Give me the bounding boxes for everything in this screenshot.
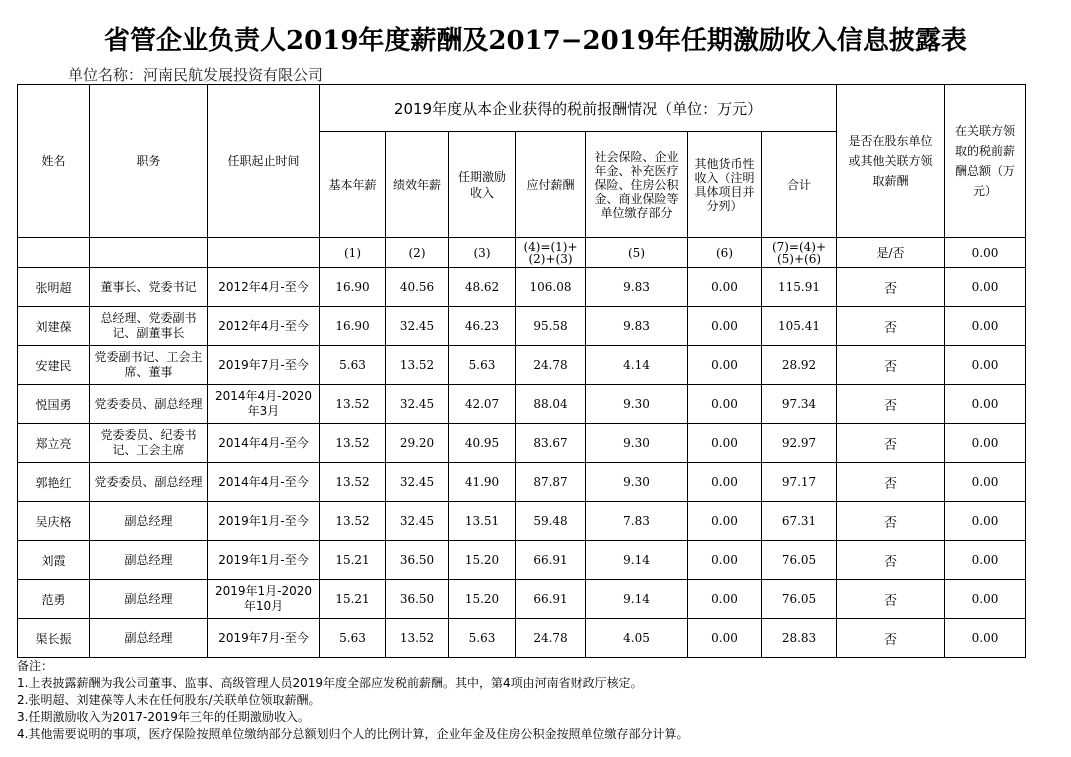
other-income-value: 0.00: [688, 385, 762, 424]
other-income-value: 0.00: [688, 463, 762, 502]
person-position: 总经理、党委副书记、副董事长: [90, 307, 208, 346]
insurance-value: 9.83: [586, 307, 688, 346]
page-title: 省管企业负责人2019年度薪酬及2017−2019年任期激励收入信息披露表: [104, 26, 967, 56]
total-value: 97.34: [762, 385, 837, 424]
person-name: 渠长振: [18, 619, 90, 658]
base-salary-value: 16.90: [320, 268, 386, 307]
payable-salary-value: 66.91: [516, 541, 586, 580]
performance-salary-value: 13.52: [386, 346, 449, 385]
other-income-value: 0.00: [688, 307, 762, 346]
header-related-pay: 在关联方领取的税前薪酬总额（万元）: [945, 85, 1026, 238]
performance-salary-value: 32.45: [386, 502, 449, 541]
related-pay-value: 0.00: [945, 502, 1026, 541]
person-position: 党委委员、纪委书记、工会主席: [90, 424, 208, 463]
index-c3: (3): [449, 238, 516, 268]
related-pay-value: 0.00: [945, 541, 1026, 580]
term-period: 2019年1月-至今: [208, 502, 320, 541]
header-performance-salary: 绩效年薪: [386, 132, 449, 238]
insurance-value: 9.30: [586, 424, 688, 463]
table-row: [18, 502, 1026, 541]
index-empty-1: [18, 238, 90, 268]
term-period: 2019年1月-至今: [208, 541, 320, 580]
term-period: 2012年4月-至今: [208, 307, 320, 346]
payable-salary-value: 24.78: [516, 346, 586, 385]
performance-salary-value: 40.56: [386, 268, 449, 307]
index-c1: (1): [320, 238, 386, 268]
person-name: 刘建葆: [18, 307, 90, 346]
other-pay-flag: 否: [837, 580, 945, 619]
other-income-value: 0.00: [688, 424, 762, 463]
other-income-value: 0.00: [688, 346, 762, 385]
performance-salary-value: 32.45: [386, 385, 449, 424]
index-c8: 是/否: [837, 238, 945, 268]
base-salary-value: 13.52: [320, 424, 386, 463]
base-salary-value: 13.52: [320, 502, 386, 541]
table-row: [18, 463, 1026, 502]
index-c2: (2): [386, 238, 449, 268]
person-name: 悦国勇: [18, 385, 90, 424]
header-name: 姓名: [18, 85, 90, 238]
header-row-1: [18, 85, 1026, 132]
header-payable-salary: 应付薪酬: [516, 132, 586, 238]
related-pay-value: 0.00: [945, 424, 1026, 463]
payable-salary-value: 106.08: [516, 268, 586, 307]
person-position: 董事长、党委书记: [90, 268, 208, 307]
person-name: 安建民: [18, 346, 90, 385]
related-pay-value: 0.00: [945, 307, 1026, 346]
header-group: 2019年度从本企业获得的税前报酬情况（单位：万元）: [320, 85, 837, 132]
payable-salary-value: 95.58: [516, 307, 586, 346]
notes: [17, 658, 688, 743]
note-line: 4.其他需要说明的事项，医疗保险按照单位缴纳部分总额划归个人的比例计算，企业年金及住房公积金按照单位缴存部分计算。: [17, 727, 689, 741]
total-value: 67.31: [762, 502, 837, 541]
index-empty-3: [208, 238, 320, 268]
insurance-value: 4.05: [586, 619, 688, 658]
person-name: 刘霞: [18, 541, 90, 580]
unit-name-label: 单位名称：河南民航发展投资有限公司: [68, 66, 324, 84]
insurance-value: 9.83: [586, 268, 688, 307]
index-c9: 0.00: [945, 238, 1026, 268]
disclosure-table: [17, 84, 1026, 658]
index-empty-2: [90, 238, 208, 268]
base-salary-value: 5.63: [320, 619, 386, 658]
total-value: 105.41: [762, 307, 837, 346]
index-c7: (7)=(4)+(5)+(6): [762, 238, 837, 268]
term-period: 2019年7月-至今: [208, 619, 320, 658]
total-value: 97.17: [762, 463, 837, 502]
note-line: 1.上表披露薪酬为我公司董事、监事、高级管理人员2019年度全部应发税前薪酬。其中，第4项由河南省财政厅核定。: [17, 676, 643, 690]
base-salary-value: 5.63: [320, 346, 386, 385]
person-position: 党委委员、副总经理: [90, 385, 208, 424]
note-line: 3.任期激励收入为2017-2019年三年的任期激励收入。: [17, 710, 310, 724]
person-name: 张明超: [18, 268, 90, 307]
person-position: 副总经理: [90, 619, 208, 658]
person-position: 党委副书记、工会主席、董事: [90, 346, 208, 385]
other-income-value: 0.00: [688, 580, 762, 619]
insurance-value: 9.14: [586, 580, 688, 619]
other-pay-flag: 否: [837, 424, 945, 463]
total-value: 92.97: [762, 424, 837, 463]
header-other-pay: 是否在股东单位或其他关联方领取薪酬: [837, 85, 945, 238]
other-income-value: 0.00: [688, 502, 762, 541]
term-period: 2012年4月-至今: [208, 268, 320, 307]
person-name: 郑立亮: [18, 424, 90, 463]
term-incentive-value: 48.62: [449, 268, 516, 307]
term-incentive-value: 5.63: [449, 346, 516, 385]
related-pay-value: 0.00: [945, 385, 1026, 424]
person-position: 副总经理: [90, 541, 208, 580]
total-value: 76.05: [762, 580, 837, 619]
header-insurance: 社会保险、企业年金、补充医疗保险、住房公积金、商业保险等单位缴存部分: [586, 132, 688, 238]
other-pay-flag: 否: [837, 385, 945, 424]
related-pay-value: 0.00: [945, 580, 1026, 619]
notes-heading: 备注：: [17, 659, 54, 673]
performance-salary-value: 36.50: [386, 541, 449, 580]
insurance-value: 9.30: [586, 385, 688, 424]
table-row: [18, 346, 1026, 385]
payable-salary-value: 83.67: [516, 424, 586, 463]
table-row: [18, 307, 1026, 346]
table-row: [18, 424, 1026, 463]
term-incentive-value: 46.23: [449, 307, 516, 346]
term-incentive-value: 40.95: [449, 424, 516, 463]
total-value: 76.05: [762, 541, 837, 580]
header-term-incentive: 任期激励收入: [449, 132, 516, 238]
base-salary-value: 13.52: [320, 385, 386, 424]
related-pay-value: 0.00: [945, 619, 1026, 658]
term-incentive-value: 15.20: [449, 541, 516, 580]
term-incentive-value: 13.51: [449, 502, 516, 541]
other-pay-flag: 否: [837, 502, 945, 541]
person-name: 郭艳红: [18, 463, 90, 502]
total-value: 115.91: [762, 268, 837, 307]
payable-salary-value: 24.78: [516, 619, 586, 658]
other-pay-flag: 否: [837, 463, 945, 502]
performance-salary-value: 29.20: [386, 424, 449, 463]
other-pay-flag: 否: [837, 346, 945, 385]
index-c6: (6): [688, 238, 762, 268]
other-pay-flag: 否: [837, 619, 945, 658]
related-pay-value: 0.00: [945, 346, 1026, 385]
person-position: 副总经理: [90, 502, 208, 541]
person-position: 副总经理: [90, 580, 208, 619]
table-row: [18, 268, 1026, 307]
person-position: 党委委员、副总经理: [90, 463, 208, 502]
index-c4: (4)=(1)+(2)+(3): [516, 238, 586, 268]
term-incentive-value: 5.63: [449, 619, 516, 658]
base-salary-value: 13.52: [320, 463, 386, 502]
term-incentive-value: 15.20: [449, 580, 516, 619]
term-incentive-value: 42.07: [449, 385, 516, 424]
index-row: [18, 238, 1026, 268]
other-income-value: 0.00: [688, 541, 762, 580]
term-period: 2019年1月-2020年10月: [208, 580, 320, 619]
note-line: 2.张明超、刘建葆等人未在任何股东/关联单位领取薪酬。: [17, 693, 321, 707]
table-row: [18, 619, 1026, 658]
payable-salary-value: 87.87: [516, 463, 586, 502]
header-position: 职务: [90, 85, 208, 238]
performance-salary-value: 13.52: [386, 619, 449, 658]
other-pay-flag: 否: [837, 307, 945, 346]
base-salary-value: 15.21: [320, 580, 386, 619]
term-period: 2014年4月-至今: [208, 463, 320, 502]
term-period: 2014年4月-至今: [208, 424, 320, 463]
total-value: 28.83: [762, 619, 837, 658]
performance-salary-value: 36.50: [386, 580, 449, 619]
base-salary-value: 16.90: [320, 307, 386, 346]
performance-salary-value: 32.45: [386, 463, 449, 502]
related-pay-value: 0.00: [945, 268, 1026, 307]
insurance-value: 9.14: [586, 541, 688, 580]
other-income-value: 0.00: [688, 268, 762, 307]
table-row: [18, 541, 1026, 580]
payable-salary-value: 88.04: [516, 385, 586, 424]
related-pay-value: 0.00: [945, 463, 1026, 502]
table-row: [18, 580, 1026, 619]
index-c5: (5): [586, 238, 688, 268]
other-pay-flag: 否: [837, 268, 945, 307]
table-row: [18, 385, 1026, 424]
total-value: 28.92: [762, 346, 837, 385]
insurance-value: 7.83: [586, 502, 688, 541]
term-incentive-value: 41.90: [449, 463, 516, 502]
base-salary-value: 15.21: [320, 541, 386, 580]
person-name: 范勇: [18, 580, 90, 619]
header-base-salary: 基本年薪: [320, 132, 386, 238]
term-period: 2014年4月-2020年3月: [208, 385, 320, 424]
insurance-value: 4.14: [586, 346, 688, 385]
person-name: 吴庆格: [18, 502, 90, 541]
header-other-income: 其他货币性收入（注明具体项目并分列）: [688, 132, 762, 238]
other-pay-flag: 否: [837, 541, 945, 580]
header-total: 合计: [762, 132, 837, 238]
header-term: 任职起止时间: [208, 85, 320, 238]
payable-salary-value: 66.91: [516, 580, 586, 619]
performance-salary-value: 32.45: [386, 307, 449, 346]
payable-salary-value: 59.48: [516, 502, 586, 541]
term-period: 2019年7月-至今: [208, 346, 320, 385]
other-income-value: 0.00: [688, 619, 762, 658]
insurance-value: 9.30: [586, 463, 688, 502]
